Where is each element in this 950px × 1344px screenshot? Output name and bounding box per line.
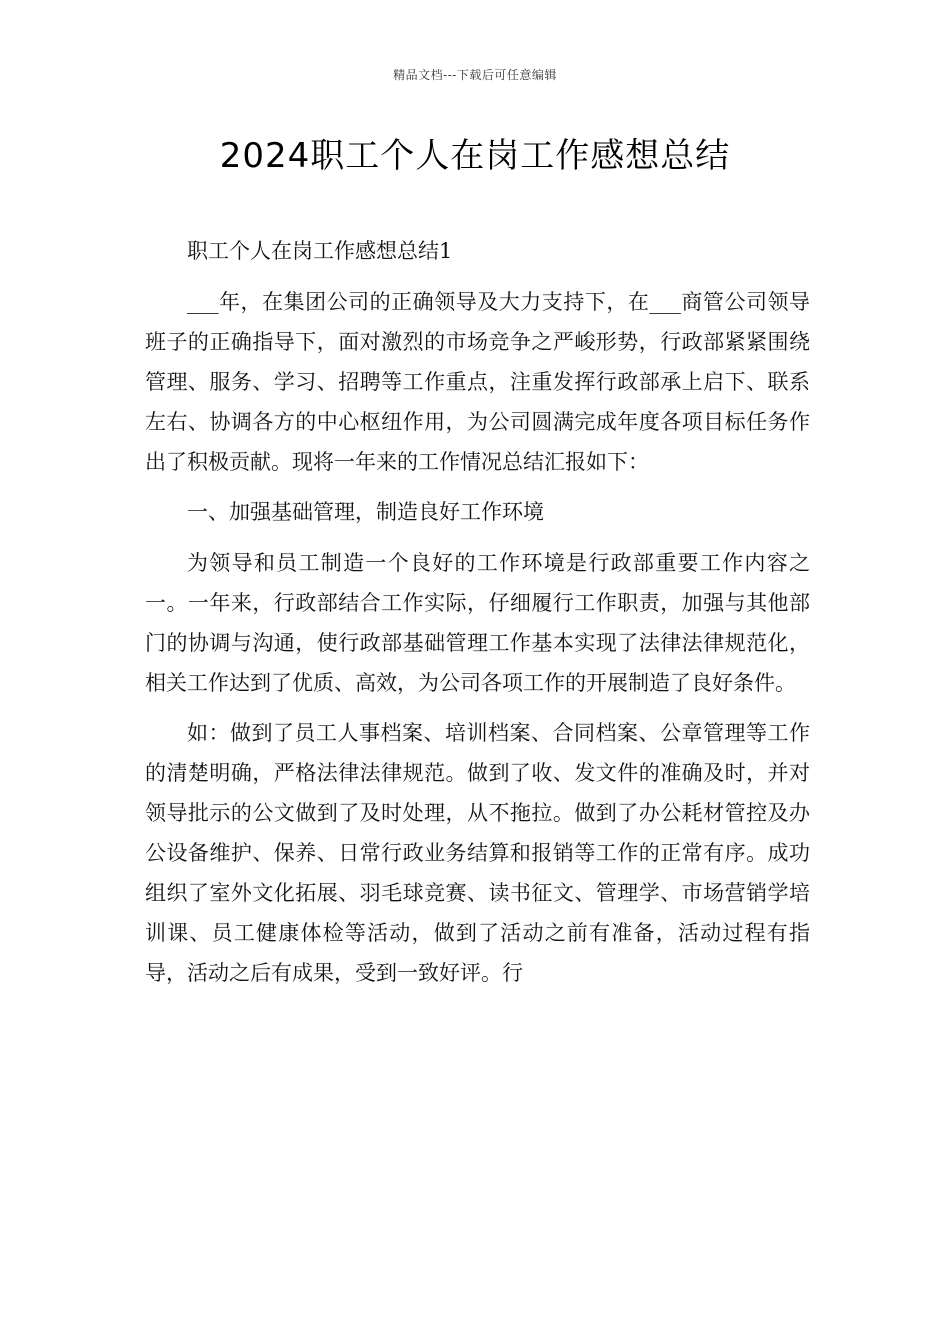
- header-note: 精品文档---下载后可任意编辑: [393, 68, 557, 82]
- body-paragraph: 为领导和员工制造一个良好的工作环境是行政部重要工作内容之一。一年来，行政部结合工作实际，仔细履行工作职责，加强与其他部门的协调与沟通，使行政部基础管理工作基本实现了法律法律规范化，相关工作达到了优质、高效，为公司各项工作的开展制造了良好条件。: [145, 550, 810, 695]
- section-heading: 一、加强基础管理，制造良好工作环境: [187, 500, 544, 524]
- body-paragraph: ___年，在集团公司的正确领导及大力支持下，在___商管公司领导班子的正确指导下，面对激烈的市场竞争之严峻形势，行政部紧紧围绕管理、服务、学习、招聘等工作重点，注重发挥行政部承上启下、联系左右、协调各方的中心枢纽作用，为公司圆满完成年度各项目标任务作出了积极贡献。现将一年来的工作情况总结汇报如下：: [145, 289, 810, 474]
- body-paragraph: 如：做到了员工人事档案、培训档案、合同档案、公章管理等工作的清楚明确，严格法律法律规范。做到了收、发文件的准确及时，并对领导批示的公文做到了及时处理，从不拖拉。做到了办公耗材管控及办公设备维护、保养、日常行政业务结算和报销等工作的正常有序。成功组织了室外文化拓展、羽毛球竞赛、读书征文、管理学、市场营销学培训课、员工健康体检等活动，做到了活动之前有准备，活动过程有指导，活动之后有成果，受到一致好评。行: [145, 721, 810, 985]
- document-body: [145, 231, 810, 993]
- document-title: 2024职工个人在岗工作感想总结: [219, 136, 731, 176]
- section-heading: 职工个人在岗工作感想总结1: [187, 239, 453, 263]
